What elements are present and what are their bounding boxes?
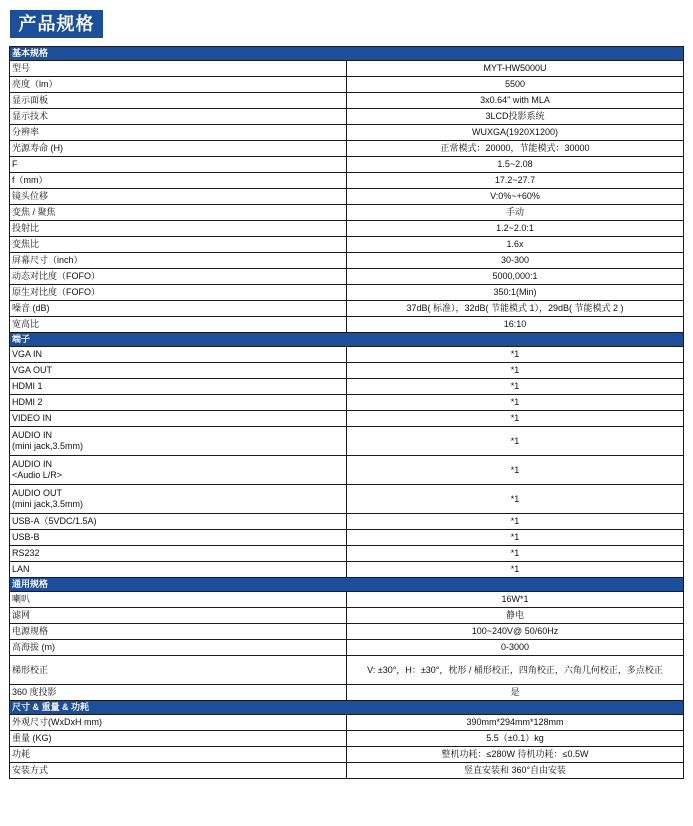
spec-value: V:0%~+60%: [347, 189, 684, 205]
spec-label: 高海拔 (m): [10, 640, 347, 656]
spec-value: 1.6x: [347, 237, 684, 253]
spec-label: 噪音 (dB): [10, 301, 347, 317]
spec-label: f（mm）: [10, 173, 347, 189]
spec-row-vga-out: [10, 363, 684, 379]
spec-value: *1: [347, 562, 684, 578]
spec-label: [10, 485, 347, 514]
spec-value: 3x0.64" with MLA: [347, 93, 684, 109]
spec-row-usb-a: [10, 514, 684, 530]
spec-row-brightness: [10, 77, 684, 93]
spec-label: 梯形校正: [10, 656, 347, 685]
section-title: 通用规格: [10, 578, 684, 592]
spec-label: 镜头位移: [10, 189, 347, 205]
spec-row-usb-b: [10, 530, 684, 546]
spec-label-line: <Audio L/R>: [12, 470, 63, 480]
section-header-physical: [10, 701, 684, 715]
spec-row-lan: [10, 562, 684, 578]
spec-label: LAN: [10, 562, 347, 578]
section-header-ports: [10, 333, 684, 347]
spec-row-model: [10, 61, 684, 77]
spec-label: 变焦 / 聚焦: [10, 205, 347, 221]
spec-row-dynamic-contrast: [10, 269, 684, 285]
spec-value: *1: [347, 379, 684, 395]
spec-label: RS232: [10, 546, 347, 562]
spec-label: VGA IN: [10, 347, 347, 363]
spec-row-video-in: [10, 411, 684, 427]
spec-row-throw-ratio: [10, 221, 684, 237]
spec-row-vga-in: [10, 347, 684, 363]
spec-value: 5500: [347, 77, 684, 93]
spec-value: *1: [347, 395, 684, 411]
spec-value: 正常模式：20000，节能模式：30000: [347, 141, 684, 157]
spec-row-screen-size: [10, 253, 684, 269]
spec-label: USB-A（5VDC/1.5A): [10, 514, 347, 530]
spec-row-resolution: [10, 125, 684, 141]
spec-label: 原生对比度（FOFO）: [10, 285, 347, 301]
spec-value: 350:1(Min): [347, 285, 684, 301]
spec-value: *1: [347, 363, 684, 379]
spec-row-installation: [10, 763, 684, 779]
spec-label: 功耗: [10, 747, 347, 763]
spec-value: 1.2~2.0:1: [347, 221, 684, 237]
spec-row-dimensions: [10, 715, 684, 731]
spec-label: 宽高比: [10, 317, 347, 333]
spec-value: WUXGA(1920X1200): [347, 125, 684, 141]
spec-row-keystone: [10, 656, 684, 685]
spec-row-audio-out: [10, 485, 684, 514]
spec-value: 17.2~27.7: [347, 173, 684, 189]
spec-label: 分辨率: [10, 125, 347, 141]
spec-label: 安装方式: [10, 763, 347, 779]
spec-label: 投射比: [10, 221, 347, 237]
spec-value: 100~240V@ 50/60Hz: [347, 624, 684, 640]
spec-value: *1: [347, 427, 684, 456]
spec-label: USB-B: [10, 530, 347, 546]
spec-label-line: AUDIO IN: [12, 430, 53, 440]
spec-value: *1: [347, 530, 684, 546]
spec-row-altitude: [10, 640, 684, 656]
section-title: 端子: [10, 333, 684, 347]
spec-label: 光源寿命 (H): [10, 141, 347, 157]
spec-value: 竖直安装和 360°自由安装: [347, 763, 684, 779]
spec-label: 重量 (KG): [10, 731, 347, 747]
spec-value: *1: [347, 456, 684, 485]
spec-label: 亮度（lm）: [10, 77, 347, 93]
section-title: 尺寸 & 重量 & 功耗: [10, 701, 684, 715]
spec-value: MYT-HW5000U: [347, 61, 684, 77]
spec-row-power-consumption: [10, 747, 684, 763]
spec-value: 是: [347, 685, 684, 701]
spec-label: VGA OUT: [10, 363, 347, 379]
spec-row-focal-length: [10, 173, 684, 189]
spec-label: 显示技术: [10, 109, 347, 125]
spec-value: 16:10: [347, 317, 684, 333]
spec-label: 动态对比度（FOFO）: [10, 269, 347, 285]
section-title: 基本规格: [10, 47, 684, 61]
spec-label: HDMI 2: [10, 395, 347, 411]
section-header-general: [10, 578, 684, 592]
spec-row-zoom-focus: [10, 205, 684, 221]
spec-row-lamp-life: [10, 141, 684, 157]
spec-label-line: (mini jack,3.5mm): [12, 441, 84, 451]
spec-value: 3LCD投影系统: [347, 109, 684, 125]
spec-label: F: [10, 157, 347, 173]
spec-label: 360 度投影: [10, 685, 347, 701]
spec-label-line: (mini jack,3.5mm): [12, 499, 84, 509]
page-title: 产品规格: [10, 10, 103, 38]
spec-row-360-projection: [10, 685, 684, 701]
spec-value: 37dB( 标准），32dB( 节能模式 1），29dB( 节能模式 2 ): [347, 301, 684, 317]
spec-row-power-spec: [10, 624, 684, 640]
spec-label: [10, 427, 347, 456]
spec-value: 1.5~2.08: [347, 157, 684, 173]
spec-value: 30-300: [347, 253, 684, 269]
spec-value: 整机功耗：≤280W 待机功耗：≤0.5W: [347, 747, 684, 763]
spec-label: [10, 456, 347, 485]
spec-value: 5000,000:1: [347, 269, 684, 285]
spec-row-rs232: [10, 546, 684, 562]
spec-row-speaker: [10, 592, 684, 608]
spec-label: 屏幕尺寸（inch）: [10, 253, 347, 269]
spec-row-aspect-ratio: [10, 317, 684, 333]
spec-row-filter: [10, 608, 684, 624]
spec-label: 喇叭: [10, 592, 347, 608]
spec-value: *1: [347, 411, 684, 427]
spec-label: 型号: [10, 61, 347, 77]
spec-table: [9, 46, 684, 779]
spec-value: 手动: [347, 205, 684, 221]
spec-value: 16W*1: [347, 592, 684, 608]
spec-label-line: AUDIO OUT: [12, 488, 63, 498]
spec-value: *1: [347, 546, 684, 562]
spec-label: 显示面板: [10, 93, 347, 109]
spec-label: 滤网: [10, 608, 347, 624]
spec-label: 电源规格: [10, 624, 347, 640]
spec-value: *1: [347, 347, 684, 363]
spec-value: 0-3000: [347, 640, 684, 656]
spec-row-display-tech: [10, 109, 684, 125]
spec-row-f-number: [10, 157, 684, 173]
spec-row-panel: [10, 93, 684, 109]
spec-row-audio-in-lr: [10, 456, 684, 485]
spec-row-lens-shift: [10, 189, 684, 205]
spec-value: *1: [347, 514, 684, 530]
spec-row-zoom-ratio: [10, 237, 684, 253]
spec-label: VIDEO IN: [10, 411, 347, 427]
spec-row-hdmi-2: [10, 395, 684, 411]
spec-value: 静电: [347, 608, 684, 624]
spec-row-native-contrast: [10, 285, 684, 301]
spec-value: 390mm*294mm*128mm: [347, 715, 684, 731]
spec-value: *1: [347, 485, 684, 514]
spec-value: V: ±30°，H：±30°，枕形 / 桶形校正，四角校正，六角几何校正，多点校正: [347, 656, 684, 685]
spec-label-line: AUDIO IN: [12, 459, 53, 469]
spec-label: HDMI 1: [10, 379, 347, 395]
spec-row-audio-in-mini: [10, 427, 684, 456]
spec-label: 变焦比: [10, 237, 347, 253]
spec-value: 5.5（±0.1）kg: [347, 731, 684, 747]
spec-row-weight: [10, 731, 684, 747]
spec-row-hdmi-1: [10, 379, 684, 395]
spec-row-noise: [10, 301, 684, 317]
section-header-basic: [10, 47, 684, 61]
spec-label: 外观尺寸(WxDxH mm): [10, 715, 347, 731]
